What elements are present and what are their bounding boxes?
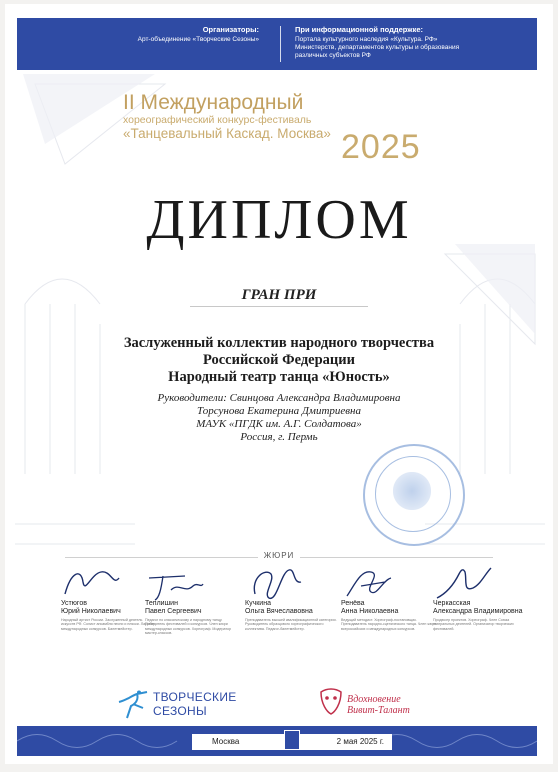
jury-surname: Черкасская: [433, 600, 471, 607]
support-line-3: различных субъектов РФ: [295, 52, 371, 59]
dancer-icon: [117, 690, 151, 720]
signature-2: [145, 564, 205, 602]
winner-line-2: Российской Федерации: [202, 352, 355, 368]
support-block: [295, 26, 515, 60]
jury-name: Александра Владимировна: [433, 608, 523, 615]
footer-info: [192, 734, 392, 750]
location: Россия, г. Пермь: [240, 431, 318, 443]
institution: МАУК «ПГДК им. А.Г. Солдатова»: [196, 418, 362, 430]
jury-name: Ольга Вячеславовна: [245, 608, 313, 615]
organizers-block: [39, 26, 259, 44]
jury-member-2: [145, 600, 241, 636]
jury-description: Преподаватель высшей квалификационной категории. Руководитель образцового хореографического коллектива. Педагог-балетмейстер.: [245, 618, 337, 631]
jury-name: Анна Николаевна: [341, 608, 399, 615]
festival-title: [123, 92, 331, 142]
eagle-emblem-icon: [393, 472, 431, 510]
jury-label-text: ЖЮРИ: [258, 551, 301, 560]
moscow-emblem-icon: [284, 730, 300, 750]
award-title: ГРАН ПРИ: [241, 287, 317, 303]
signature-5: [433, 564, 493, 602]
association-stamp: [363, 444, 465, 546]
award-underline: [190, 306, 368, 307]
logo-vdohnovenie: [317, 686, 410, 721]
support-title: При информационной поддержке:: [295, 25, 424, 34]
logo-left-line-2: СЕЗОНЫ: [153, 704, 207, 718]
festival-year: 2025: [341, 128, 421, 166]
winner-block: [5, 335, 553, 386]
diploma-heading: ДИПЛОМ: [146, 189, 412, 251]
logo-tvorcheskie-sezony: [117, 690, 237, 725]
jury-member-1: [61, 600, 157, 631]
organizers-text: Арт-объединение «Творческие Сезоны»: [137, 36, 259, 43]
jury-description: Продюсер проектов. Хореограф. Член Союза театральных деятелей. Организатор творческих фестивалей.: [433, 618, 514, 631]
jury-surname: Теплишин: [145, 600, 178, 607]
logo-right-line-1: Вдохновение: [347, 694, 401, 705]
jury-name: Павел Сергеевич: [145, 608, 202, 615]
signature-1: [61, 564, 121, 602]
jury-description: Педагог по классическому и народному танцу. Победитель фестивалей и конкурсов. Член жюри международных конкурсов. Хореограф. Модератор мастер-классов.: [145, 618, 231, 636]
jury-description: Народный артист России. Заслуженный деятель искусств РФ. Солист ансамбля песни и пляски. Лауреат международных конкурсов. Балетмейстер.: [61, 618, 155, 631]
details-block: [5, 392, 553, 444]
diploma-page: [5, 4, 553, 764]
jury-surname: Устюгов: [61, 600, 87, 607]
signature-4: [341, 564, 401, 602]
banner-divider: [280, 26, 281, 62]
leaders-line-1: Руководители: Свинцова Александра Владимировна: [157, 392, 401, 404]
jury-member-3: [245, 600, 341, 631]
support-line-1: Портала культурного наследия «Культура. РФ»: [295, 36, 438, 43]
jury-label: [5, 551, 553, 560]
winner-line-1: Заслуженный коллектив народного творчества: [123, 335, 435, 351]
festival-line-1: II Международный: [123, 91, 304, 114]
jury-member-4: [341, 600, 437, 631]
signature-3: [245, 564, 305, 602]
footer-date: 2 мая 2025 г.: [336, 737, 384, 746]
top-banner: [17, 18, 537, 70]
jury-name: Юрий Николаевич: [61, 608, 121, 615]
leaders-line-2: Торсунова Екатерина Дмитриевна: [196, 405, 362, 417]
jury-member-5: [433, 600, 529, 631]
footer-city: Москва: [212, 737, 240, 746]
logo-left-line-1: ТВОРЧЕСКИЕ: [153, 690, 237, 704]
logo-right-line-2: Вивит-Талант: [347, 705, 410, 716]
winner-line-3: Народный театр танца «Юность»: [168, 369, 390, 385]
mask-icon: [317, 686, 345, 716]
organizers-title: Организаторы:: [202, 25, 259, 34]
jury-surname: Ренёва: [341, 600, 365, 607]
bottom-banner: [17, 726, 537, 756]
festival-line-2: хореографический конкурс-фестиваль: [123, 114, 312, 126]
support-line-2: Министерств, департаментов культуры и образования: [295, 44, 460, 51]
festival-line-3: «Танцевальный Каскад. Москва»: [123, 126, 331, 141]
jury-surname: Кучкина: [245, 600, 271, 607]
jury-description: Ведущий методист. Хореограф-постановщик. Преподаватель народно-сценического танца. Член жюри всероссийских и международных конкурсов.: [341, 618, 437, 631]
